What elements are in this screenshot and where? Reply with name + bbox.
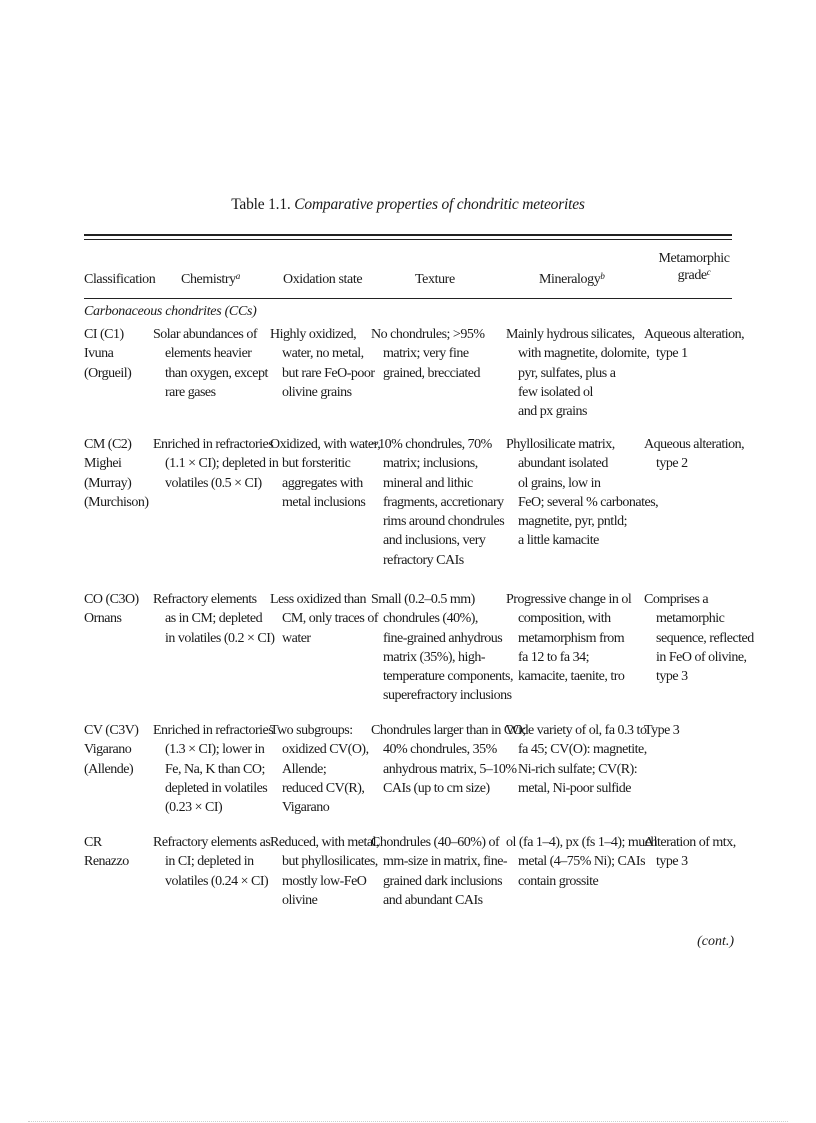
cell-line: type 2 bbox=[656, 456, 688, 472]
cell-line: chondrules (40%), bbox=[383, 611, 478, 627]
cell-line: mostly low-FeO bbox=[282, 873, 367, 889]
cell-line: CM (C2) bbox=[84, 437, 132, 452]
cell-line: contain grossite bbox=[518, 873, 599, 889]
cell-line: Aqueous alteration, bbox=[644, 437, 745, 452]
cell-classification bbox=[84, 435, 149, 512]
top-rule bbox=[84, 234, 732, 236]
cell-line: and abundant CAIs bbox=[383, 892, 483, 908]
cell-grade bbox=[644, 590, 754, 686]
cell-mineralogy bbox=[506, 590, 631, 686]
cell-line: matrix; very fine bbox=[383, 346, 469, 362]
cell-line: metamorphic bbox=[656, 611, 725, 627]
cell-classification bbox=[84, 721, 138, 779]
cell-line: Mighei bbox=[84, 456, 122, 472]
cell-line: CM, only traces of bbox=[282, 611, 378, 627]
cell-chemistry bbox=[153, 833, 270, 891]
cell-line: metal, Ni-poor sulfide bbox=[518, 780, 632, 796]
cell-line: Oxidized, with water, bbox=[270, 437, 381, 452]
cell-line: and px grains bbox=[518, 404, 587, 420]
header-oxidation: Oxidation state bbox=[283, 272, 363, 287]
cell-line: FeO; several % carbonates, bbox=[518, 494, 659, 510]
cell-line: temperature components, bbox=[383, 669, 514, 685]
cell-line: Refractory elements bbox=[153, 592, 257, 607]
header-metamorphic-line2: grade bbox=[677, 268, 707, 283]
cell-line: fa 45; CV(O): magnetite, bbox=[518, 742, 647, 758]
cell-line: composition, with bbox=[518, 611, 611, 627]
cell-mineralogy bbox=[506, 325, 649, 421]
cell-line: Chondrules larger than in CO; bbox=[371, 723, 526, 738]
cell-line: (Allende) bbox=[84, 761, 134, 777]
cell-oxidation bbox=[270, 833, 379, 910]
cell-line: CI (C1) bbox=[84, 327, 124, 342]
cell-line: Comprises a bbox=[644, 592, 709, 607]
cell-line: with magnetite, dolomite, bbox=[518, 346, 650, 362]
cell-grade bbox=[644, 435, 744, 474]
cell-line: mineral and lithic bbox=[383, 475, 473, 491]
cell-line: Progressive change in ol bbox=[506, 592, 632, 607]
cell-line: pyr, sulfates, plus a bbox=[518, 365, 616, 381]
header-mineralogy bbox=[539, 271, 604, 288]
cell-line: matrix; inclusions, bbox=[383, 456, 478, 472]
top-rule-thin bbox=[84, 239, 732, 240]
cell-line: 40% chondrules, 35% bbox=[383, 742, 497, 758]
cell-line: Type 3 bbox=[644, 723, 680, 738]
cell-line: metal inclusions bbox=[282, 494, 366, 510]
cell-grade bbox=[644, 325, 744, 364]
cell-line: matrix (35%), high- bbox=[383, 649, 486, 665]
cell-line: fa 12 to fa 34; bbox=[518, 649, 590, 665]
cell-line: volatiles (0.5 × CI) bbox=[165, 475, 262, 491]
cell-line: oxidized CV(O), bbox=[282, 742, 369, 758]
cell-line: type 3 bbox=[656, 854, 688, 870]
header-metamorphic bbox=[656, 250, 732, 284]
cell-line: ol (fa 1–4), px (fs 1–4); much bbox=[506, 835, 658, 850]
header-classification: Classification bbox=[84, 272, 156, 287]
cell-line: Alteration of mtx, bbox=[644, 835, 736, 850]
table-caption-title: Comparative properties of chondritic meteorites bbox=[294, 196, 585, 213]
cell-line: Highly oxidized, bbox=[270, 327, 357, 342]
continued-label: (cont.) bbox=[697, 934, 734, 949]
cell-texture bbox=[371, 721, 526, 798]
cell-line: Ornans bbox=[84, 611, 122, 627]
cell-line: Aqueous alteration, bbox=[644, 327, 745, 342]
cell-line: Mainly hydrous silicates, bbox=[506, 327, 635, 342]
cell-line: volatiles (0.24 × CI) bbox=[165, 873, 269, 889]
cell-classification bbox=[84, 833, 129, 872]
cell-line: Fe, Na, K than CO; bbox=[165, 761, 265, 777]
cell-line: (Murray) bbox=[84, 475, 132, 491]
header-chemistry-note: a bbox=[235, 271, 240, 281]
cell-line: metamorphism from bbox=[518, 630, 625, 646]
cell-line: rare gases bbox=[165, 384, 216, 400]
cell-chemistry bbox=[153, 721, 273, 817]
group-label: Carbonaceous chondrites (CCs) bbox=[84, 304, 257, 319]
cell-line: CV (C3V) bbox=[84, 723, 139, 738]
header-mineralogy-label: Mineralogy bbox=[539, 272, 601, 287]
cell-line: (Orgueil) bbox=[84, 365, 132, 381]
cell-oxidation bbox=[270, 590, 378, 648]
header-rule bbox=[84, 298, 732, 299]
cell-line: Less oxidized than bbox=[270, 592, 366, 607]
cell-line: Small (0.2–0.5 mm) bbox=[371, 592, 475, 607]
header-texture: Texture bbox=[415, 272, 455, 287]
cell-line: but phyllosilicates, bbox=[282, 854, 378, 870]
cell-line: Two subgroups: bbox=[270, 723, 353, 738]
cell-line: depleted in volatiles bbox=[165, 780, 268, 796]
cell-oxidation bbox=[270, 721, 369, 817]
cell-line: rims around chondrules bbox=[383, 514, 505, 530]
cell-line: Allende; bbox=[282, 761, 327, 777]
cell-line: Vigarano bbox=[84, 742, 132, 758]
cell-line: ~10% chondrules, 70% bbox=[371, 437, 492, 452]
cell-line: Vigarano bbox=[282, 800, 330, 816]
cell-line: olivine grains bbox=[282, 384, 352, 400]
cell-line: but rare FeO-poor bbox=[282, 365, 375, 381]
cell-line: refractory CAIs bbox=[383, 552, 464, 568]
header-chemistry bbox=[181, 271, 240, 288]
cell-line: in CI; depleted in bbox=[165, 854, 254, 870]
cell-line: abundant isolated bbox=[518, 456, 608, 472]
cell-line: (Murchison) bbox=[84, 494, 149, 510]
header-mineralogy-note: b bbox=[600, 271, 605, 281]
cell-line: fragments, accretionary bbox=[383, 494, 504, 510]
cell-line: CR bbox=[84, 835, 102, 850]
cell-line: Refractory elements as bbox=[153, 835, 271, 850]
cell-line: in volatiles (0.2 × CI) bbox=[165, 630, 275, 646]
cell-texture bbox=[371, 325, 485, 383]
cell-grade bbox=[644, 833, 736, 872]
cell-line: anhydrous matrix, 5–10% bbox=[383, 761, 517, 777]
cell-texture bbox=[371, 833, 507, 910]
cell-line: fine-grained anhydrous bbox=[383, 630, 503, 646]
cell-grade bbox=[644, 721, 679, 740]
header-metamorphic-note: c bbox=[706, 267, 711, 277]
cell-mineralogy bbox=[506, 833, 657, 891]
cell-line: Solar abundances of bbox=[153, 327, 258, 342]
cell-line: sequence, reflected bbox=[656, 630, 754, 646]
cell-texture bbox=[371, 590, 513, 706]
cell-line: CAIs (up to cm size) bbox=[383, 780, 490, 796]
cell-line: (1.3 × CI); lower in bbox=[165, 742, 265, 758]
cell-line: Chondrules (40–60%) of bbox=[371, 835, 500, 850]
page-bottom-border bbox=[28, 1121, 788, 1122]
cell-line: Enriched in refractories bbox=[153, 723, 274, 738]
cell-mineralogy bbox=[506, 721, 647, 798]
cell-chemistry bbox=[153, 435, 278, 493]
cell-line: few isolated ol bbox=[518, 384, 593, 400]
cell-line: grained dark inclusions bbox=[383, 873, 503, 889]
cell-line: Reduced, with metal, bbox=[270, 835, 379, 850]
cell-line: Ni-rich sulfate; CV(R): bbox=[518, 761, 638, 777]
header-chemistry-label: Chemistry bbox=[181, 272, 236, 287]
cell-line: (0.23 × CI) bbox=[165, 800, 223, 816]
cell-line: type 1 bbox=[656, 346, 688, 362]
cell-texture bbox=[371, 435, 504, 570]
cell-line: grained, brecciated bbox=[383, 365, 480, 381]
cell-line: Enriched in refractories bbox=[153, 437, 274, 452]
cell-chemistry bbox=[153, 590, 275, 648]
cell-line: Phyllosilicate matrix, bbox=[506, 437, 615, 452]
cell-oxidation bbox=[270, 325, 375, 402]
cell-line: magnetite, pyr, pntld; bbox=[518, 514, 627, 530]
cell-line: CO (C3O) bbox=[84, 592, 139, 607]
cell-classification bbox=[84, 325, 131, 383]
cell-line: as in CM; depleted bbox=[165, 611, 263, 627]
cell-classification bbox=[84, 590, 139, 629]
table-caption-label: Table 1.1. bbox=[231, 196, 291, 213]
cell-line: reduced CV(R), bbox=[282, 780, 365, 796]
header-metamorphic-line1: Metamorphic bbox=[658, 251, 730, 266]
cell-line: kamacite, taenite, tro bbox=[518, 669, 625, 685]
cell-line: aggregates with bbox=[282, 475, 363, 491]
cell-line: metal (4–75% Ni); CAIs bbox=[518, 854, 646, 870]
cell-line: type 3 bbox=[656, 669, 688, 685]
cell-line: but forsteritic bbox=[282, 456, 351, 472]
cell-line: water bbox=[282, 630, 311, 646]
cell-line: superefractory inclusions bbox=[383, 688, 512, 704]
cell-oxidation bbox=[270, 435, 380, 512]
cell-line: mm-size in matrix, fine- bbox=[383, 854, 508, 870]
cell-chemistry bbox=[153, 325, 268, 402]
cell-line: olivine bbox=[282, 892, 318, 908]
cell-line: than oxygen, except bbox=[165, 365, 268, 381]
cell-line: (1.1 × CI); depleted in bbox=[165, 456, 279, 472]
cell-line: a little kamacite bbox=[518, 533, 599, 549]
cell-line: water, no metal, bbox=[282, 346, 364, 362]
cell-line: ol grains, low in bbox=[518, 475, 601, 491]
cell-line: Wide variety of ol, fa 0.3 to bbox=[506, 723, 647, 738]
cell-line: Ivuna bbox=[84, 346, 114, 362]
cell-line: Renazzo bbox=[84, 854, 129, 870]
cell-line: elements heavier bbox=[165, 346, 252, 362]
cell-line: in FeO of olivine, bbox=[656, 649, 747, 665]
cell-line: and inclusions, very bbox=[383, 533, 486, 549]
cell-mineralogy bbox=[506, 435, 658, 551]
cell-line: No chondrules; >95% bbox=[371, 327, 485, 342]
table-caption bbox=[0, 196, 816, 214]
